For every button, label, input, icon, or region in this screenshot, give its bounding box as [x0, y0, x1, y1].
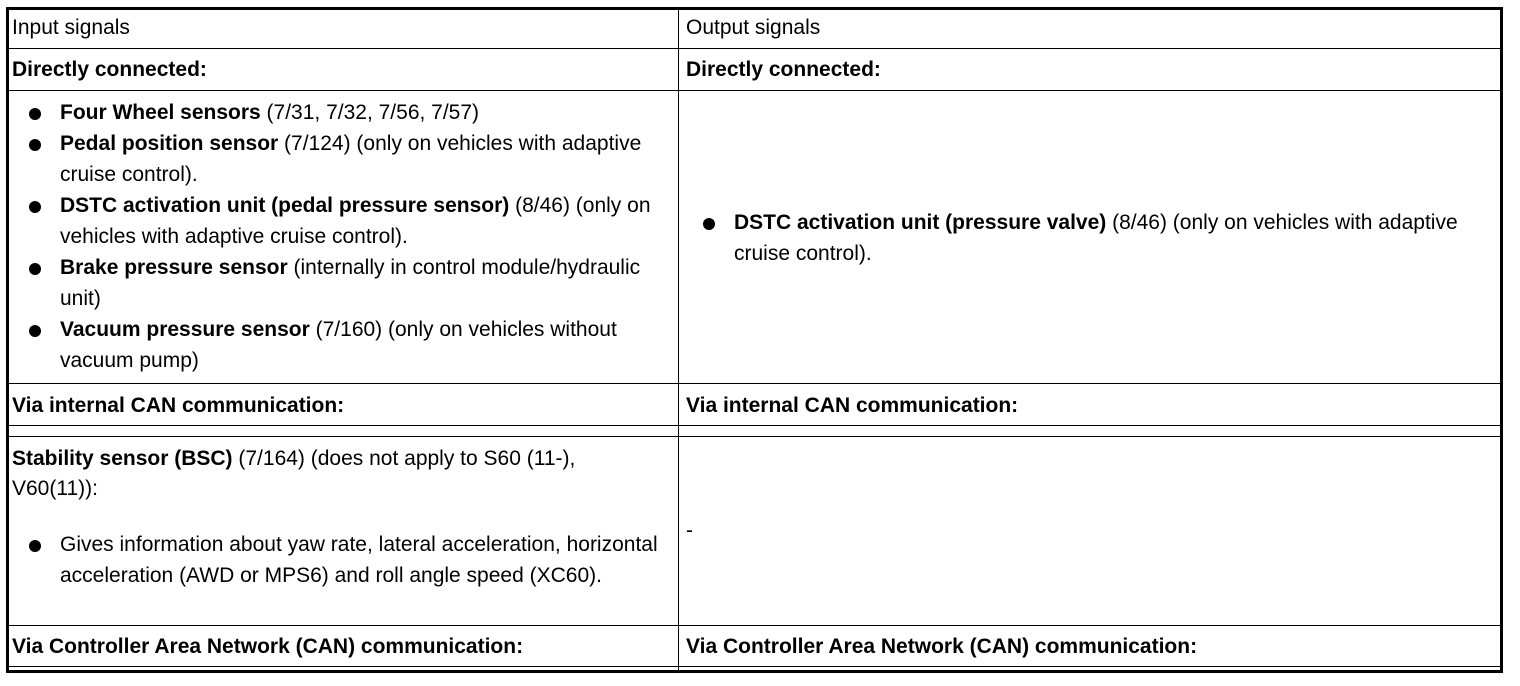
input-direct-heading: Directly connected:: [12, 58, 207, 81]
bullet-icon: [29, 325, 41, 337]
input-detail: (7/31, 7/32, 7/56, 7/57): [260, 101, 480, 124]
list-item: [8, 190, 676, 252]
output-internal-can-heading: Via internal CAN communication:: [686, 394, 1019, 417]
stability-sensor-name: Stability sensor (BSC): [12, 447, 233, 470]
output-name: DSTC activation unit (pressure valve): [734, 211, 1107, 234]
input-name: DSTC activation unit (pedal pressure sensor): [60, 194, 510, 217]
input-detail: (8/46) (only on vehicles with adaptive cruise control).: [60, 194, 651, 248]
stability-info-list: [8, 529, 676, 591]
direct-inputs-list: [8, 97, 676, 376]
bullet-icon: [29, 139, 41, 151]
input-name: Brake pressure sensor: [60, 256, 288, 279]
stability-output-value: -: [686, 519, 693, 542]
list-item: [8, 97, 676, 128]
list-item: [682, 207, 1497, 269]
input-detail: (7/124) (only on vehicles with adaptive cruise control).: [60, 132, 642, 186]
bullet-icon: [29, 263, 41, 275]
list-item: [8, 314, 676, 376]
list-item: [8, 529, 676, 591]
row-divider: [6, 425, 1503, 426]
bullet-icon: [29, 540, 41, 552]
column-divider: [678, 7, 679, 673]
row-divider: [6, 90, 1503, 91]
row-divider: [6, 436, 1503, 437]
list-item: [8, 252, 676, 314]
direct-outputs-list: [682, 207, 1497, 269]
input-can-heading: Via Controller Area Network (CAN) communication:: [12, 635, 524, 658]
row-divider: [6, 625, 1503, 626]
stability-sensor-detail: (7/164) (does not apply to S60 (11-), V60(11)):: [12, 447, 576, 500]
list-item: [8, 128, 676, 190]
bullet-icon: [703, 218, 715, 230]
input-internal-can-heading: Via internal CAN communication:: [12, 394, 345, 417]
input-detail: (7/160) (only on vehicles without vacuum pump): [60, 318, 617, 372]
input-name: Pedal position sensor: [60, 132, 279, 155]
bullet-icon: [29, 201, 41, 213]
stability-info: Gives information about yaw rate, lateral acceleration, horizontal acceleration (AWD or MPS6) and roll angle speed (XC60).: [60, 533, 658, 587]
output-detail: (8/46) (only on vehicles with adaptive cruise control).: [734, 211, 1458, 265]
output-signals-header: Output signals: [686, 16, 821, 39]
input-signals-header: Input signals: [12, 16, 130, 39]
input-name: Four Wheel sensors: [60, 101, 261, 124]
stability-sensor-text: [12, 444, 662, 504]
input-detail: (internally in control module/hydraulic unit): [60, 256, 641, 310]
input-name: Vacuum pressure sensor: [60, 318, 310, 341]
row-divider: [6, 383, 1503, 384]
bullet-icon: [29, 108, 41, 120]
row-divider: [6, 48, 1503, 49]
row-divider: [6, 666, 1503, 667]
output-direct-heading: Directly connected:: [686, 58, 881, 81]
output-can-heading: Via Controller Area Network (CAN) communication:: [686, 635, 1198, 658]
